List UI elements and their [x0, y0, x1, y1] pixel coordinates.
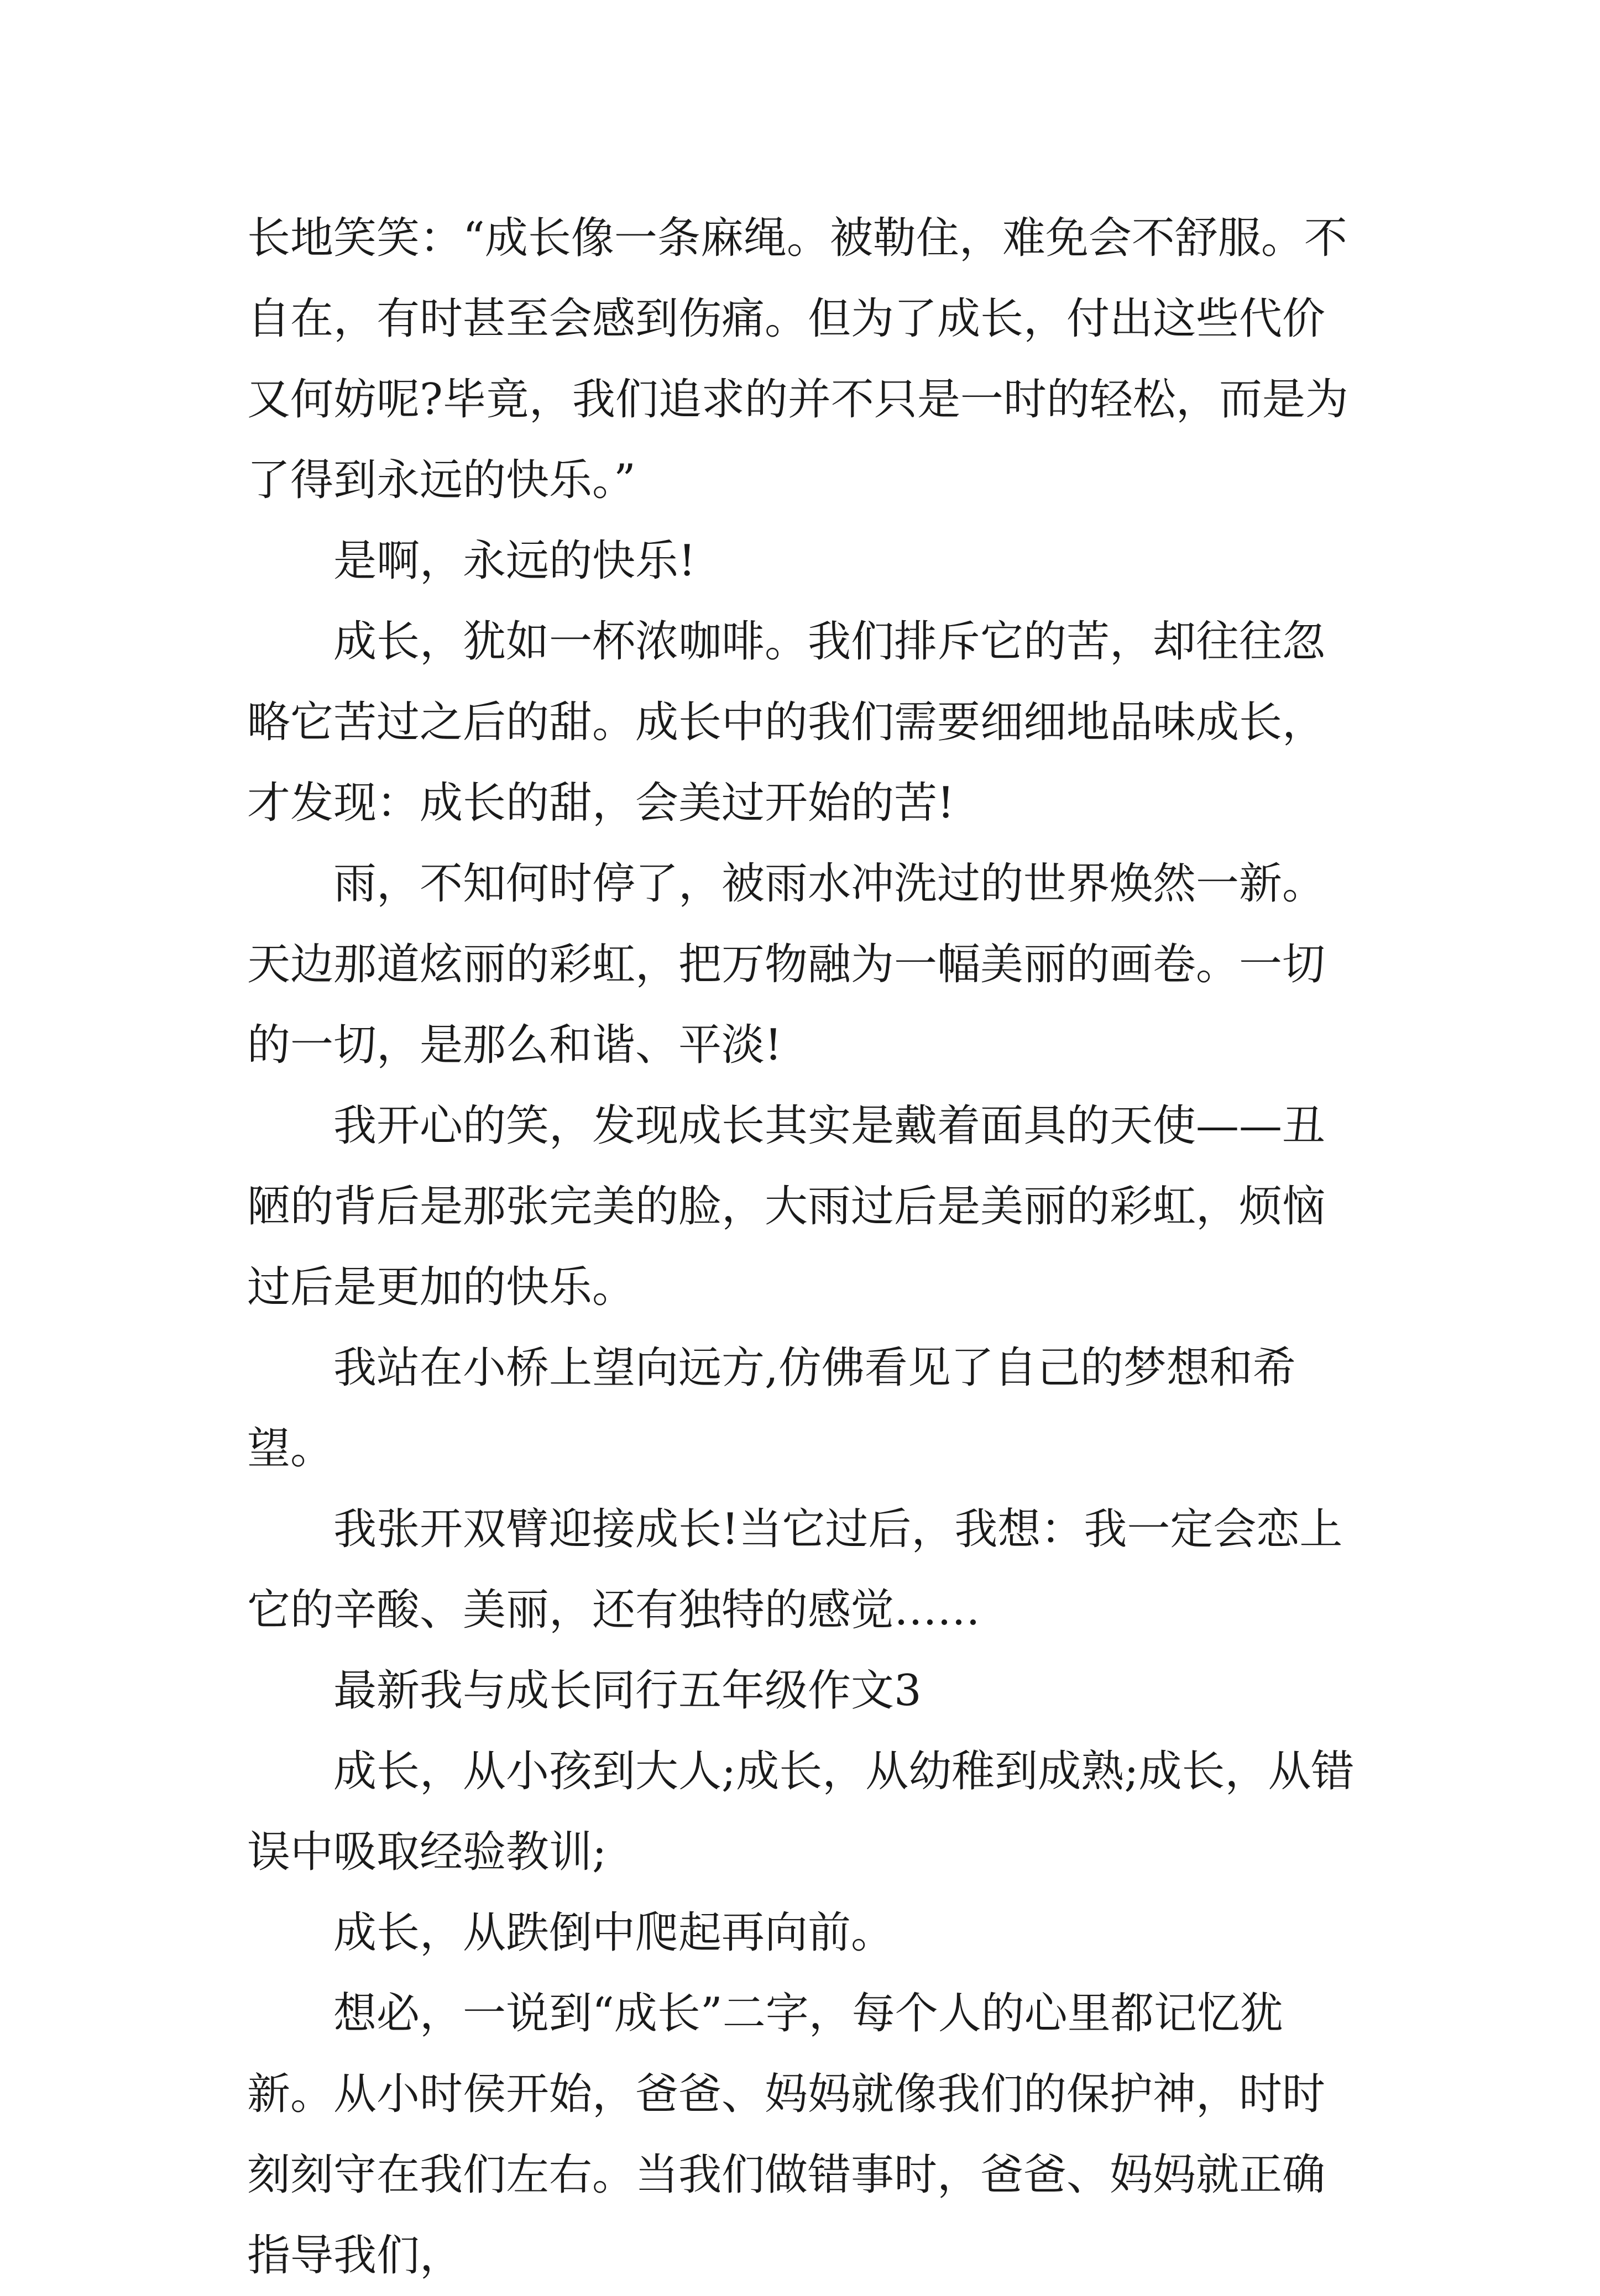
- paragraph: 我开心的笑，发现成长其实是戴着面具的天使——丑陋的背后是那张完美的脸，大雨过后是美丽的彩虹，烦恼过后是更加的快乐。: [247, 1101, 1326, 1312]
- paragraph: 想必，一说到“成长”二字，每个人的心里都记忆犹新。从小时侯开始，爸爸、妈妈就像我们的保护神，时时刻刻守在我们左右。当我们做错事时，爸爸、妈妈就正确指导我们，: [247, 1989, 1326, 2281]
- paragraph: 成长，犹如一杯浓咖啡。我们排斥它的苦，却往往忽略它苦过之后的甜。成长中的我们需要细细地品味成长，才发现：成长的甜，会美过开始的苦!: [247, 617, 1326, 828]
- section-heading: 最新我与成长同行五年级作文3: [333, 1666, 922, 1716]
- paragraph: 是啊，永远的快乐!: [333, 536, 696, 586]
- paragraph: 雨，不知何时停了，被雨水冲洗过的世界焕然一新。天边那道炫丽的彩虹，把万物融为一幅美丽的画卷。一切的一切，是那么和谐、平淡!: [247, 859, 1326, 1070]
- paragraph: 成长，从跌倒中爬起再向前。: [333, 1908, 895, 1958]
- paragraph: 我站在小桥上望向远方,仿佛看见了自己的梦想和希望。: [247, 1343, 1296, 1474]
- paragraph: 我张开双臂迎接成长!当它过后，我想：我一定会恋上它的辛酸、美丽，还有独特的感觉……: [247, 1505, 1343, 1635]
- paragraph: 成长，从小孩到大人;成长，从幼稚到成熟;成长，从错误中吸取经验教训;: [247, 1747, 1355, 1877]
- document-body: [247, 198, 1364, 2296]
- paragraph-continuation: 长地笑笑：“成长像一条麻绳。被勒住，难免会不舒服。不自在，有时甚至会感到伤痛。但为了成长，付出这些代价又何妨呢?毕竟，我们追求的并不只是一时的轻松，而是为了得到永远的快乐。”: [247, 213, 1348, 505]
